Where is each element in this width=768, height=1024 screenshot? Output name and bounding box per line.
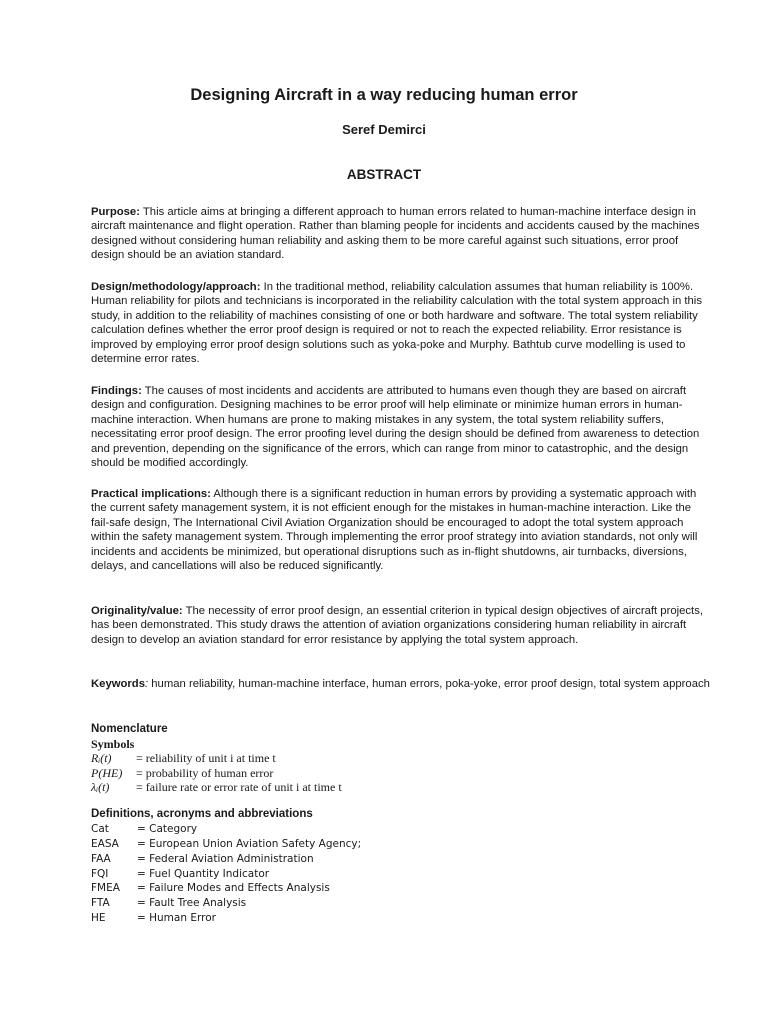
findings-text: The causes of most incidents and accidents are attributed to humans even though they are based on aircraft design and configuration. Designing machines to be error proof will help eliminate or minimize human errors in human-machine interaction. When humans are prone to making mistakes in any system, the total system reliability suffers, necessitating error proof design. The error proofing level during the design should be defined from awareness to detection and prevention, depending on the significance of the errors, which can range from minor to catastrophic, and the design should be modified accordingly. [91,385,700,470]
nomenclature-heading: Nomenclature [91,723,168,735]
symbol: λᵢ(t) [91,780,110,794]
acronym: HE [91,912,106,924]
symbol-definition: = probability of human error [136,766,274,780]
definition-row [91,897,246,910]
acronym: FTA [91,897,110,909]
acronym-meaning: = Fault Tree Analysis [137,897,247,909]
acronym: FMEA [91,882,120,894]
keywords-paragraph [91,677,711,691]
findings-label: Findings: [91,385,142,397]
acronym: FQI [91,868,109,880]
definition-row [91,838,361,851]
symbol-row [91,751,276,765]
design-text: In the traditional method, reliability calculation assumes that human reliability is 100%. Human reliability for pilots and technicians is incorporated in the reliability calculation with the total system approach in this study, in addition to the reliability of machines consisting of one or both hardware and software. The total system reliability calculation defines whether the error proof design is required or not to reach the expected reliability. Error resistance is improved by employing error proof design solutions such as yoka-poke and Murphy. Bathtub curve modelling is used to determine error rates. [91,281,702,366]
paper-title: Designing Aircraft in a way reducing human error [190,86,578,104]
design-label: Design/methodology/approach: [91,281,261,293]
practical-label: Practical implications: [91,488,211,500]
definition-row [91,912,216,925]
symbol: Rᵢ(t) [91,751,112,765]
symbols-heading: Symbols [91,737,135,751]
symbol-definition: = reliability of unit i at time t [136,751,276,765]
acronym: Cat [91,823,109,835]
originality-label: Originality/value: [91,605,183,617]
symbol-definition: = failure rate or error rate of unit i at time t [136,780,342,794]
acronym-meaning: = Fuel Quantity Indicator [137,868,270,880]
acronym-meaning: = Federal Aviation Administration [137,853,314,865]
symbol-row [91,766,273,780]
definition-row [91,823,197,836]
practical-paragraph [91,487,711,573]
author-name: Seref Demirci [342,122,426,137]
symbol-row [91,780,342,794]
originality-paragraph [91,604,711,647]
acronym-meaning: = Category [137,823,198,835]
abstract-heading: ABSTRACT [346,167,422,182]
acronym-meaning: = Human Error [137,912,216,924]
definitions-heading: Definitions, acronyms and abbreviations [91,808,313,820]
purpose-text: This article aims at bringing a different approach to human errors related to human-machine interface design in aircraft maintenance and flight operation. Rather than blaming people for incidents and accidents caused by the machines designed without considering human reliability and asking them to be more careful against such situations, error proof design should be an aviation standard. [91,206,700,262]
definition-row [91,868,269,881]
purpose-label: Purpose: [91,206,140,218]
purpose-paragraph [91,205,711,263]
keywords-label: Keywords [91,678,145,690]
practical-text: Although there is a significant reduction in human errors by providing a systematic approach with the current safety management system, it is not efficient enough for the mistakes in human-machine interaction. Like the fail-safe design, The International Civil Aviation Organization should be encouraged to adopt the total system approach within the safety management system. Through implementing the error proof strategy into aviation standards, not only will incidents and accidents be minimized, but operational disruptions such as in-flight shutdowns, air turnbacks, diversions, delays, and cancellations will also be reduced significantly. [91,488,698,573]
definition-row [91,853,314,866]
findings-paragraph [91,384,711,470]
acronym: FAA [91,853,111,865]
symbol: P(HE) [91,766,123,780]
acronym-meaning: = Failure Modes and Effects Analysis [137,882,330,894]
acronym: EASA [91,838,119,850]
originality-text: The necessity of error proof design, an essential criterion in typical design objectives of aircraft projects, has been demonstrated. This study draws the attention of aviation organizations considering human reliability in aircraft design to develop an aviation standard for error resistance by applying the total system approach. [91,605,703,646]
keywords-colon: : [145,678,149,690]
design-paragraph [91,280,711,366]
definition-row [91,882,330,895]
acronym-meaning: = European Union Aviation Safety Agency; [137,838,362,850]
keywords-text: human reliability, human-machine interface, human errors, poka-yoke, error proof design, total system approach [148,678,710,690]
